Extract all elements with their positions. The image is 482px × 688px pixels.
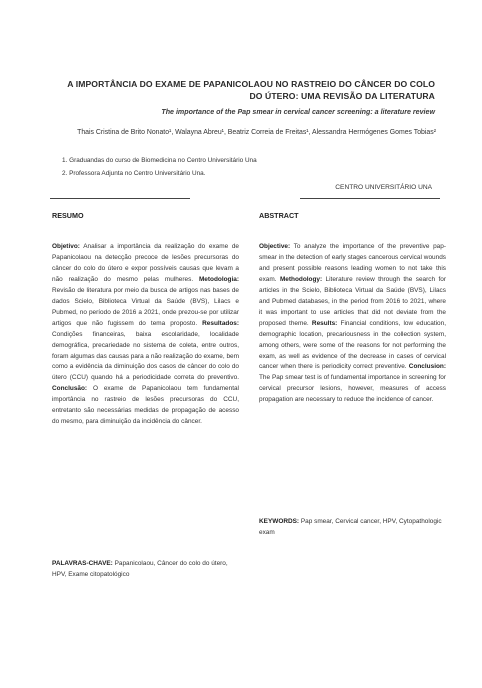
palavras-label: PALAVRAS-CHAVE: <box>52 560 113 567</box>
palavras-text: Papanicolaou, Câncer do colo do útero, HPV, Exame citopatológico <box>52 560 228 578</box>
resumo-metodologia-text: Revisão de literatura por meio da busca de artigos nas bases de dados Scielo, Biblioteca Virtual da Saúde (BVS), Lilacs e Pubmed, no período de 2016 a 2021, onde prezou-se por utilizar artigos que não fugissem do tema proposto. <box>52 286 239 327</box>
resumo-objetivo-text: Analisar a importância da realização do exame de Papanicolaou na detecção precoce de lesões precursoras do câncer do colo do útero e expor possíveis causas que levam a não realização do mesmo pelas mulheres. <box>52 243 239 283</box>
abstract-conclusion-label: Conclusion: <box>408 363 446 371</box>
author-list: Thais Cristina de Brito Nonato¹, Walayna Abreu¹, Beatriz Correia de Freitas¹, Alessandra Hermógenes Gomes Tobias² <box>77 129 436 136</box>
abstract-results-label: Results: <box>311 319 338 327</box>
resumo-body <box>52 242 239 428</box>
abstract-conclusion-text: The Pap smear test is of fundamental importance in screening for cervical precursor lesions, however, measures of access propagation are necessary to reduce the incidence of cancer. <box>259 374 446 404</box>
affiliation-1: 1. Graduandas do curso de Biomedicina no Centro Universitário Una <box>62 157 257 164</box>
paper-subtitle: The importance of the Pap smear in cervical cancer screening: a literature review <box>161 108 435 116</box>
resumo-resultados-text: Condições financeiras, baixa escolaridade, localidade demográfica, precariedade no sistema de coleta, entre outros, foram algumas das causas para a não realização do exame, bem como a evidência da diminuição dos casos de câncer do colo do útero (CCU) quando há a periodicidade correta do preventivo. <box>52 330 239 382</box>
resumo-resultados-label: Resultados: <box>202 319 239 327</box>
abstract-results-text: Financial conditions, low education, demographic location, precariousness in the collection system, among others, were some of the reasons for not performing the exam, as well as evidence of the decrease in cases of cervical cancer when there is periodicity correct preventive. <box>259 319 447 371</box>
resumo-metodologia-label: Metodologia: <box>198 275 239 283</box>
affiliation-2: 2. Professora Adjunta no Centro Universitário Una. <box>62 170 206 177</box>
keywords-label: KEYWORDS: <box>259 518 300 525</box>
abstract-methodology-text: Literature review through the search for articles in the Scielo, Biblioteca Virtual da Saúde (BVS), Lilacs and Pubmed databases, in the period from 2016 to 2021, where it was important to use articles that did not deviate from the proposed theme. <box>259 275 446 327</box>
abstract-body <box>259 242 446 406</box>
divider-right <box>300 198 440 199</box>
resumo-objetivo-label: Objetivo: <box>52 243 80 250</box>
abstract-objective-text: To analyze the importance of the preventive pap-smear in the detection of early stages cancerous cervical wounds and present possible reasons leading women to not take this exam. <box>259 243 446 283</box>
resumo-conclusao-label: Conclusão: <box>52 385 88 393</box>
divider-left <box>50 198 190 199</box>
resumo-heading: RESUMO <box>52 211 84 220</box>
abstract-objective-label: Objective: <box>259 243 291 250</box>
resumo-conclusao-text: O exame de Papanicolaou tem fundamental importância no rastreio de lesões precursoras do CCU, entretanto são necessárias medidas de propagação de acesso do mesmo, para diminuição da incidência do câncer. <box>52 385 239 426</box>
palavras-chave <box>52 558 239 580</box>
paper-title: A IMPORTÂNCIA DO EXAME DE PAPANICOLAOU NO RASTREIO DO CÂNCER DO COLO DO ÚTERO: UMA REVISÃO DA LITERATURA <box>67 79 435 101</box>
institution-name: CENTRO UNIVERSITÁRIO UNA <box>335 184 432 191</box>
keywords-text: Pap smear, Cervical cancer, HPV, Cytopathologic exam <box>259 518 442 536</box>
abstract-heading: ABSTRACT <box>259 211 299 220</box>
abstract-methodology-label: Methodology: <box>279 275 323 283</box>
keywords <box>259 516 446 538</box>
